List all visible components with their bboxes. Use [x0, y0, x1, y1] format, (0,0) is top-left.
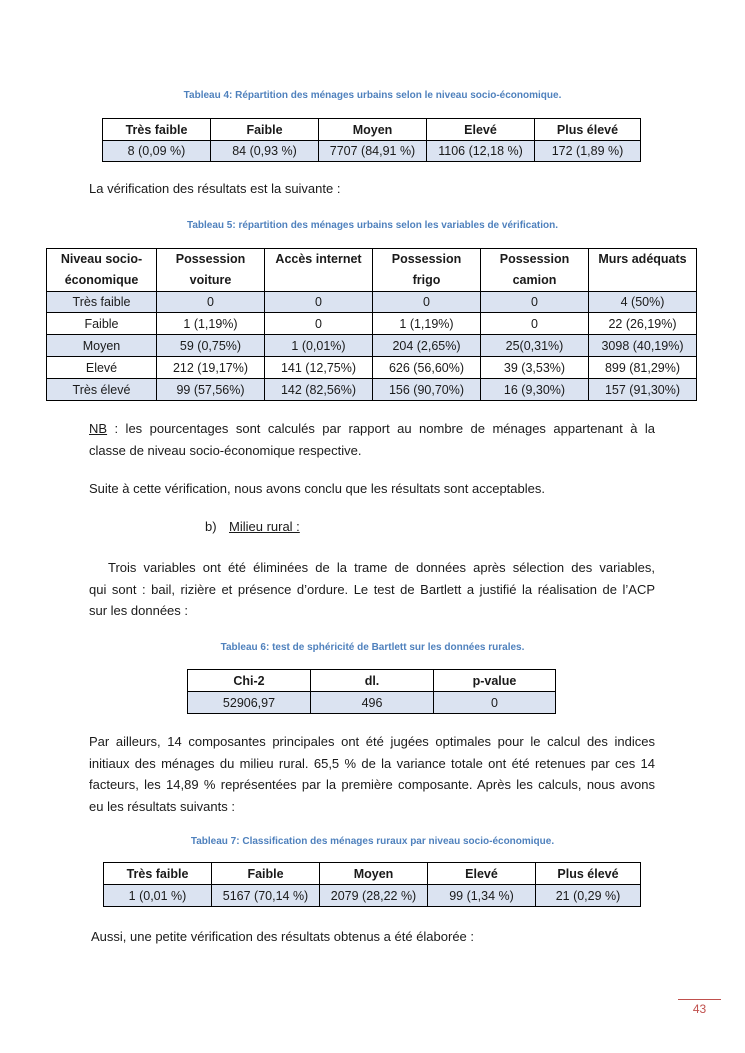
table5-cell: 99 (57,56%) [157, 379, 265, 401]
para-ailleurs: Par ailleurs, 14 composantes principales ont été jugées optimales pour le calcul des indices initiaux des ménages du milieu rural. 65,5 % de la variance totale ont été retenues par ces 14 facteurs, les 14,89 % représentées par la première composante. Après les calculs, nous avons eu les résultats suivants : [89, 734, 655, 814]
table4-header: Faible [211, 119, 319, 141]
table7-header: Faible [212, 863, 320, 885]
table5-header: Niveau socio- économique [47, 249, 157, 292]
table5-cell: 156 (90,70%) [373, 379, 481, 401]
para-aussi: Aussi, une petite vérification des résultats obtenus a été élaborée : [91, 929, 475, 944]
table5-cell: Elevé [47, 357, 157, 379]
table6 [187, 669, 556, 714]
table5-cell: 0 [481, 292, 589, 313]
table5-cell: 0 [373, 292, 481, 313]
table5-header: Possession camion [481, 249, 589, 292]
table4-header: Moyen [319, 119, 427, 141]
nb-label: NB [89, 421, 108, 436]
table4-cell: 84 (0,93 %) [211, 141, 319, 162]
table7-header: Plus élevé [536, 863, 641, 885]
table7-cell: 2079 (28,22 %) [320, 885, 428, 907]
page-number: 43 [692, 1002, 707, 1016]
table5-cell: 626 (56,60%) [373, 357, 481, 379]
table5-cell: Très élevé [47, 379, 157, 401]
table4 [102, 118, 641, 162]
table4-cell: 8 (0,09 %) [103, 141, 211, 162]
table5-header: Murs adéquats [589, 249, 697, 292]
subheading-milieu-rural: Milieu rural : [229, 519, 300, 534]
table7-caption: Tableau 7: Classification des ménages ruraux par niveau socio-économique. [190, 836, 555, 847]
table5-cell: 0 [481, 313, 589, 335]
table7-header: Très faible [104, 863, 212, 885]
table5-cell: 0 [157, 292, 265, 313]
table5-cell: Très faible [47, 292, 157, 313]
table7 [103, 862, 641, 907]
page-number-rule [678, 999, 721, 1000]
table5-cell: 1 (0,01%) [265, 335, 373, 357]
table5-cell: 142 (82,56%) [265, 379, 373, 401]
table5-cell: 1 (1,19%) [373, 313, 481, 335]
table5-cell: 4 (50%) [589, 292, 697, 313]
table5-cell: 212 (19,17%) [157, 357, 265, 379]
table5-cell: 3098 (40,19%) [589, 335, 697, 357]
table4-header: Très faible [103, 119, 211, 141]
table5-cell: Moyen [47, 335, 157, 357]
table5-cell: 141 (12,75%) [265, 357, 373, 379]
subheading-marker: b) [205, 519, 217, 534]
para-verification: La vérification des résultats est la suivante : [89, 181, 341, 196]
table5-cell: Faible [47, 313, 157, 335]
table5-header: Accès internet [265, 249, 373, 292]
nb-paragraph: NB : les pourcentages sont calculés par rapport au nombre de ménages appartenant à la classe de niveau socio-économique respective. [89, 421, 655, 458]
table7-header: Elevé [428, 863, 536, 885]
table6-header: p-value [434, 670, 556, 692]
table4-header: Elevé [427, 119, 535, 141]
table5-cell: 0 [265, 292, 373, 313]
table6-header: dl. [311, 670, 434, 692]
table5-cell: 899 (81,29%) [589, 357, 697, 379]
table5 [46, 248, 697, 401]
table5-cell: 0 [265, 313, 373, 335]
table5-caption: Tableau 5: répartition des ménages urbains selon les variables de vérification. [186, 220, 559, 231]
para-suite: Suite à cette vérification, nous avons conclu que les résultats sont acceptables. [89, 481, 545, 496]
table4-cell: 1106 (12,18 %) [427, 141, 535, 162]
para-trois: Trois variables ont été éliminées de la trame de données après sélection des variables, qui sont : bail, rizière et présence d’ordure. Le test de Bartlett a justifié la réalisation de l’ACP sur les données : [89, 560, 655, 618]
table4-header: Plus élevé [535, 119, 641, 141]
table5-cell: 157 (91,30%) [589, 379, 697, 401]
table6-cell: 0 [434, 692, 556, 714]
table7-header: Moyen [320, 863, 428, 885]
table5-cell: 39 (3,53%) [481, 357, 589, 379]
table6-cell: 52906,97 [188, 692, 311, 714]
table5-header: Possession frigo [373, 249, 481, 292]
table4-caption: Tableau 4: Répartition des ménages urbains selon le niveau socio-économique. [183, 90, 562, 101]
table5-cell: 22 (26,19%) [589, 313, 697, 335]
table5-cell: 59 (0,75%) [157, 335, 265, 357]
table4-cell: 7707 (84,91 %) [319, 141, 427, 162]
table5-cell: 1 (1,19%) [157, 313, 265, 335]
table5-cell: 25(0,31%) [481, 335, 589, 357]
table5-header: Possession voiture [157, 249, 265, 292]
table5-cell: 204 (2,65%) [373, 335, 481, 357]
table6-caption: Tableau 6: test de sphéricité de Bartlett sur les données rurales. [220, 642, 525, 653]
table7-cell: 1 (0,01 %) [104, 885, 212, 907]
table7-cell: 99 (1,34 %) [428, 885, 536, 907]
table7-cell: 21 (0,29 %) [536, 885, 641, 907]
table7-cell: 5167 (70,14 %) [212, 885, 320, 907]
table6-header: Chi-2 [188, 670, 311, 692]
table4-cell: 172 (1,89 %) [535, 141, 641, 162]
table6-cell: 496 [311, 692, 434, 714]
table5-cell: 16 (9,30%) [481, 379, 589, 401]
